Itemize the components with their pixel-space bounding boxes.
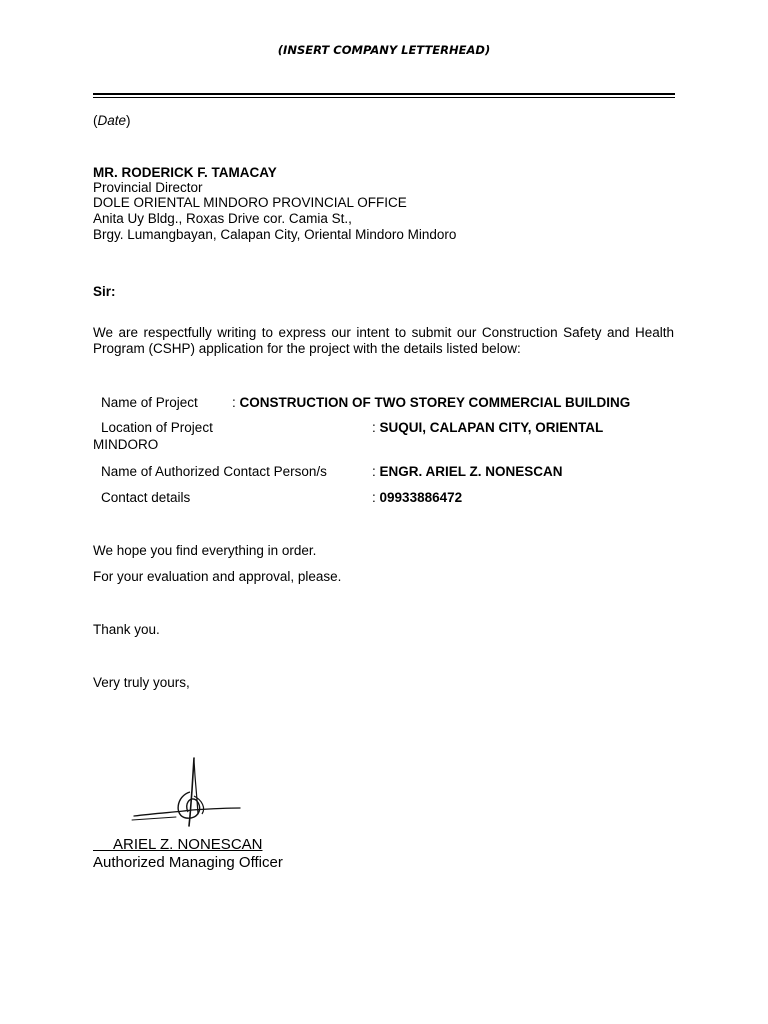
project-name-label: Name of Project [101,395,198,410]
salutation: Sir: [93,284,116,299]
project-name-text: CONSTRUCTION OF TWO STOREY COMMERCIAL BUILDING [239,395,631,410]
date-label: Date [97,113,127,128]
contact-person-value [372,464,563,479]
project-location-text: SUQUI, CALAPAN CITY, ORIENTAL [379,420,604,435]
header-rule-thick [93,93,675,95]
closing-line-1: We hope you find everything in order. [93,543,317,558]
date-line [93,113,131,128]
handwritten-signature [128,756,250,828]
addressee-city: Brgy. Lumangbayan, Calapan City, Oriental Mindoro Mindoro [93,227,457,242]
project-name-value [232,395,630,410]
project-location-sep: : [372,420,376,435]
header-rule-thin [93,97,675,98]
project-name-sep: : [232,395,236,410]
date-close-paren: ) [126,113,131,128]
date-open-paren: ( [93,113,98,128]
contact-details-label: Contact details [101,490,191,505]
contact-details-value [372,490,462,505]
closing-line-2: For your evaluation and approval, please. [93,569,342,584]
contact-person-label: Name of Authorized Contact Person/s [101,464,327,479]
addressee-office: DOLE ORIENTAL MINDORO PROVINCIAL OFFICE [93,195,407,210]
thank-you-line: Thank you. [93,622,160,637]
signatory-name: ARIEL Z. NONESCAN [93,836,263,853]
contact-details-text: 09933886472 [379,490,463,505]
project-location-value [372,420,603,435]
project-location-label: Location of Project [101,420,213,435]
contact-person-sep: : [372,464,376,479]
project-location-wrap: MINDORO [93,437,159,452]
complimentary-close: Very truly yours, [93,675,190,690]
intro-paragraph: We are respectfully writing to express our intent to submit our Construction Safety and Health Program (CSHP) application for the project with the details listed below: [93,325,674,356]
addressee-name: MR. RODERICK F. TAMACAY [93,165,277,180]
signatory-title: Authorized Managing Officer [93,854,283,871]
addressee-street: Anita Uy Bldg., Roxas Drive cor. Camia St., [93,211,352,226]
contact-person-text: ENGR. ARIEL Z. NONESCAN [379,464,563,479]
letterhead-placeholder: (INSERT COMPANY LETTERHEAD) [277,43,491,57]
contact-details-sep: : [372,490,376,505]
addressee-title: Provincial Director [93,180,203,195]
